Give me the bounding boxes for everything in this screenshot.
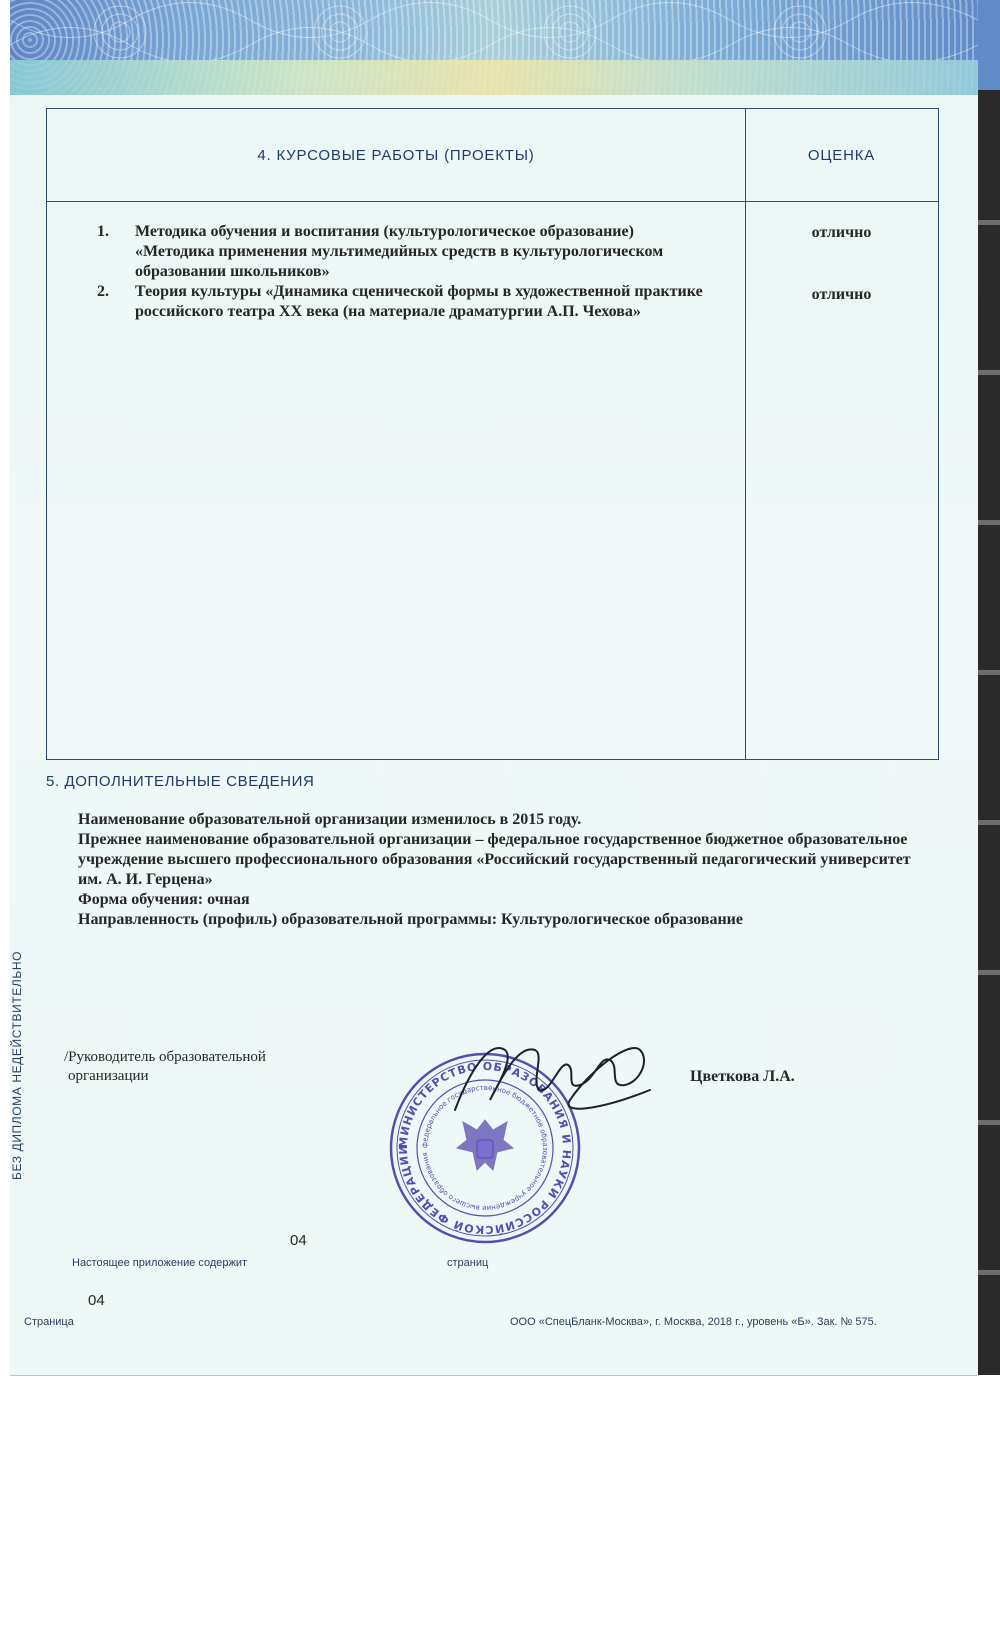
pages-count-label: Настоящее приложение содержит [72,1257,248,1269]
guilloche-pattern [10,0,978,60]
additional-info-line: Наименование образовательной организации изменилось в 2015 году. [78,811,582,828]
coursework-number: 1. [97,223,109,240]
page-number-label: Страница [24,1316,74,1328]
additional-info-line: Форма обучения: очная [78,891,250,908]
head-of-organization-label [64,1048,266,1086]
validity-note: БЕЗ ДИПЛОМА НЕДЕЙСТВИТЕЛЬНО [10,950,24,1180]
head-label-line: организации [68,1068,149,1084]
coursework-item [97,282,707,322]
handwritten-signature [450,1030,660,1130]
seal-ring-text: МИНИСТЕРСТВО ОБРАЗОВАНИЯ И НАУКИ РОССИЙСКОЙ ФЕДЕРАЦИИ [396,1059,574,1237]
printer-imprint: ООО «СпецБланк-Москва», г. Москва, 2018 г., уровень «Б». Зак. № 575. [510,1316,877,1328]
pages-unit-label: страниц [447,1257,489,1269]
head-label-line: /Руководитель образовательной [64,1049,266,1065]
coursework-text: Методика обучения и воспитания (культурологическое образование) «Методика применения мультимедийных средств в культурологическом образовании школьников» [135,223,664,280]
coursework-number: 2. [97,283,109,300]
coursework-title: 4. КУРСОВЫЕ РАБОТЫ (ПРОЕКТЫ) [257,147,535,164]
pages-count-value: 04 [290,1232,307,1249]
page-number-value: 04 [88,1292,105,1309]
coursework-text: Теория культуры «Динамика сценической формы в художественной практике российского театра XX века (на материале драматургии А.П. Чехова» [135,283,703,320]
scan-edge-strip [978,0,1000,1375]
guilloche-header-band [10,0,978,95]
grade-column-header: ОЦЕНКА [807,147,876,164]
additional-info-line: Прежнее наименование образовательной организации – федеральное государственное бюджетное образовательное учреждение высшего профессионального образования «Российский государственный педагогический университет им. А. И. Герцена» [78,831,911,888]
scan-edge-strip-top [978,0,1000,90]
signature-image [450,1030,660,1125]
coursework-grade: отлично [811,286,872,303]
additional-info-line: Направленность (профиль) образовательной программы: Культурологическое образование [78,911,743,928]
head-of-organization-name: Цветкова Л.А. [690,1068,795,1085]
seal-inner-text: федеральное государственное бюджетное образовательное учреждение высшего образования [420,1083,550,1213]
additional-info-title: 5. ДОПОЛНИТЕЛЬНЫЕ СВЕДЕНИЯ [46,773,315,790]
coursework-list [97,222,707,322]
coursework-grade: отлично [811,224,872,241]
guilloche-color-band [10,60,978,95]
coursework-table [46,108,939,760]
additional-info-text [78,810,918,930]
table-column-divider [745,109,746,759]
coursework-item [97,222,707,282]
